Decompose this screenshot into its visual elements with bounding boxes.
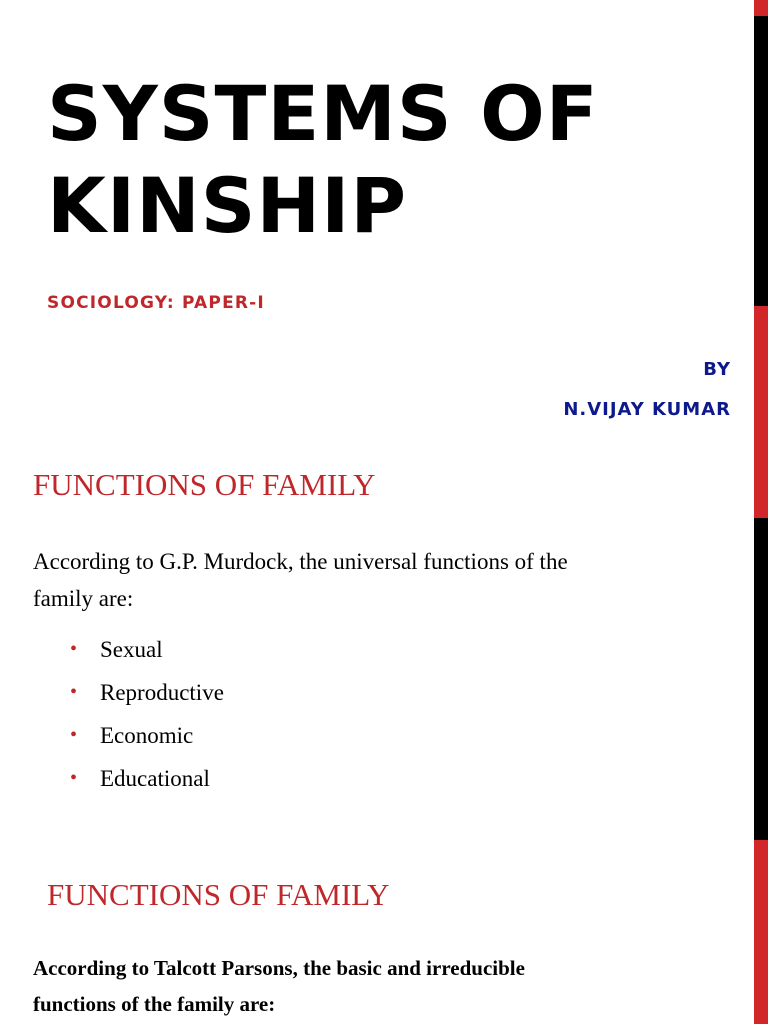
section-heading-parsons: FUNCTIONS OF FAMILY (47, 877, 390, 912)
title-line-2: KINSHIP (47, 161, 408, 250)
list-item-label: Economic (100, 723, 194, 748)
bullet-icon: • (70, 767, 78, 789)
intro-text-murdock (33, 543, 733, 617)
list-item (70, 757, 224, 800)
intro-text-parsons (33, 950, 733, 1022)
edge-red-segment (754, 306, 768, 518)
bullet-icon: • (70, 724, 78, 746)
intro-line-2: functions of the family are: (33, 992, 276, 1016)
functions-list (70, 628, 224, 800)
list-item (70, 671, 224, 714)
list-item-label: Sexual (100, 637, 163, 662)
by-label: BY (703, 359, 731, 380)
edge-red-segment (754, 0, 768, 16)
bullet-icon: • (70, 681, 78, 703)
intro-line-1: According to Talcott Parsons, the basic and irreducible (33, 956, 525, 980)
slide-edge-bar (754, 0, 768, 1024)
intro-line-2: family are: (33, 586, 134, 611)
list-item-label: Reproductive (100, 680, 224, 705)
slide-title (47, 68, 747, 252)
intro-line-1: According to G.P. Murdock, the universal functions of the (33, 549, 568, 574)
author-name: N.VIJAY KUMAR (563, 399, 731, 420)
title-line-1: SYSTEMS OF (47, 69, 599, 158)
list-item (70, 628, 224, 671)
list-item (70, 714, 224, 757)
author-block (563, 350, 731, 430)
bullet-icon: • (70, 638, 78, 660)
slide-subtitle: SOCIOLOGY: PAPER-I (47, 293, 265, 313)
list-item-label: Educational (100, 766, 210, 791)
edge-red-segment (754, 840, 768, 1024)
section-heading-murdock: FUNCTIONS OF FAMILY (33, 467, 376, 502)
